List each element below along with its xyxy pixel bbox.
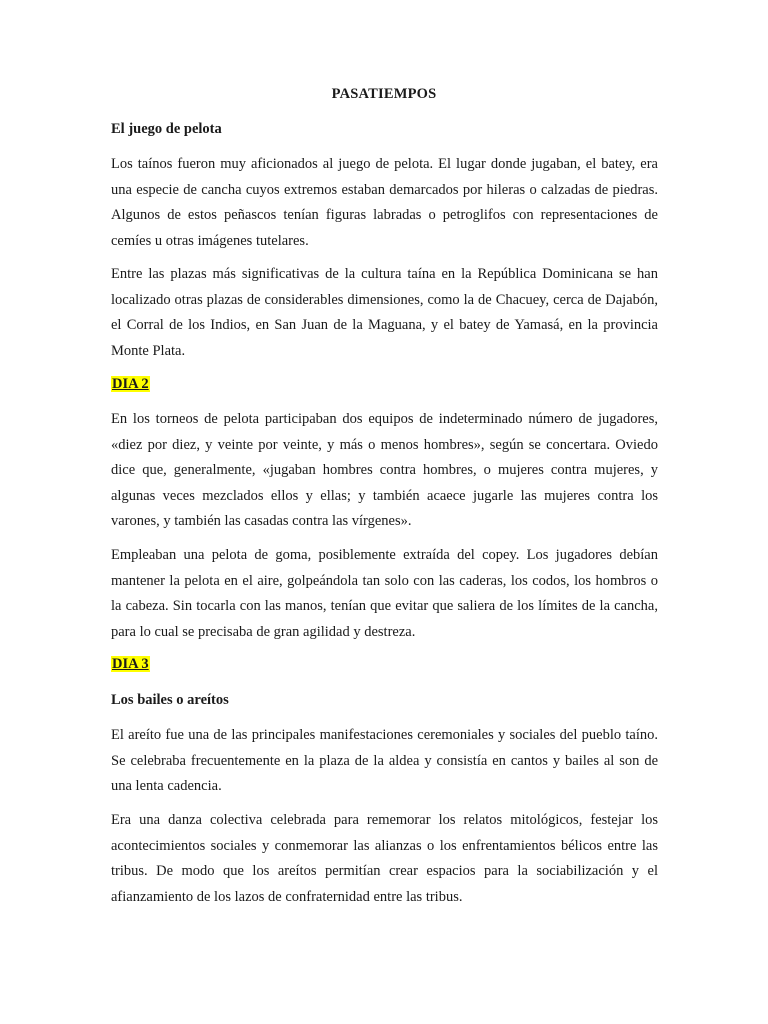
section-heading-bailes-areitos: Los bailes o areítos: [111, 692, 229, 708]
paragraph-2: Entre las plazas más significativas de la cultura taína en la República Dominicana se han localizado otras plazas de considerables dimensiones, como la de Chacuey, cerca de Dajabón, el Corral de los Indios, en San Juan de la Maguana, y el batey de Yamasá, en la provincia Monte Plata.: [111, 266, 658, 359]
paragraph-6: Era una danza colectiva celebrada para rememorar los relatos mitológicos, festejar los acontecimientos sociales y conmemorar las alianzas o los enfrentamientos bélicos entre las tribus. De modo que los areítos permitían crear espacios para la sociabilización y el afianzamiento de los lazos de confraternidad entre las tribus.: [111, 812, 658, 905]
day-3-label: DIA 3: [112, 656, 149, 672]
day-2-label-container: [111, 376, 658, 393]
day-3-label-container: [111, 656, 658, 673]
day-2-label: DIA 2: [112, 376, 149, 392]
paragraph-1: Los taínos fueron muy aficionados al juego de pelota. El lugar donde jugaban, el batey, era una especie de cancha cuyos extremos estaban demarcados por hileras o calzadas de piedras. Algunos de estos peñascos tenían figuras labradas o petroglifos con representaciones de cemíes u otras imágenes tutelares.: [111, 156, 658, 249]
paragraph-3: En los torneos de pelota participaban dos equipos de indeterminado número de jugadores, «diez por diez, y veinte por veinte, y más o menos hombres», según se concertara. Oviedo dice que, generalmente, «jugaban hombres contra hombres, o mujeres contra mujeres, y algunas veces mezclados ellos y ellas; y también acaece jugarle las mujeres contra los varones, y también las casadas contra las vírgenes».: [111, 411, 658, 529]
document-title: PASATIEMPOS: [331, 86, 437, 102]
paragraph-4: Empleaban una pelota de goma, posiblemente extraída del copey. Los jugadores debían mantener la pelota en el aire, golpeándola tan solo con las caderas, los codos, los hombros o la cabeza. Sin tocarla con las manos, tenían que evitar que saliera de los límites de la cancha, para lo cual se precisaba de gran agilidad y destreza.: [111, 547, 658, 640]
section-heading-juego-de-pelota: El juego de pelota: [111, 121, 222, 137]
paragraph-5: El areíto fue una de las principales manifestaciones ceremoniales y sociales del pueblo taíno. Se celebraba frecuentemente en la plaza de la aldea y consistía en cantos y bailes al son de una lenta cadencia.: [111, 727, 658, 794]
